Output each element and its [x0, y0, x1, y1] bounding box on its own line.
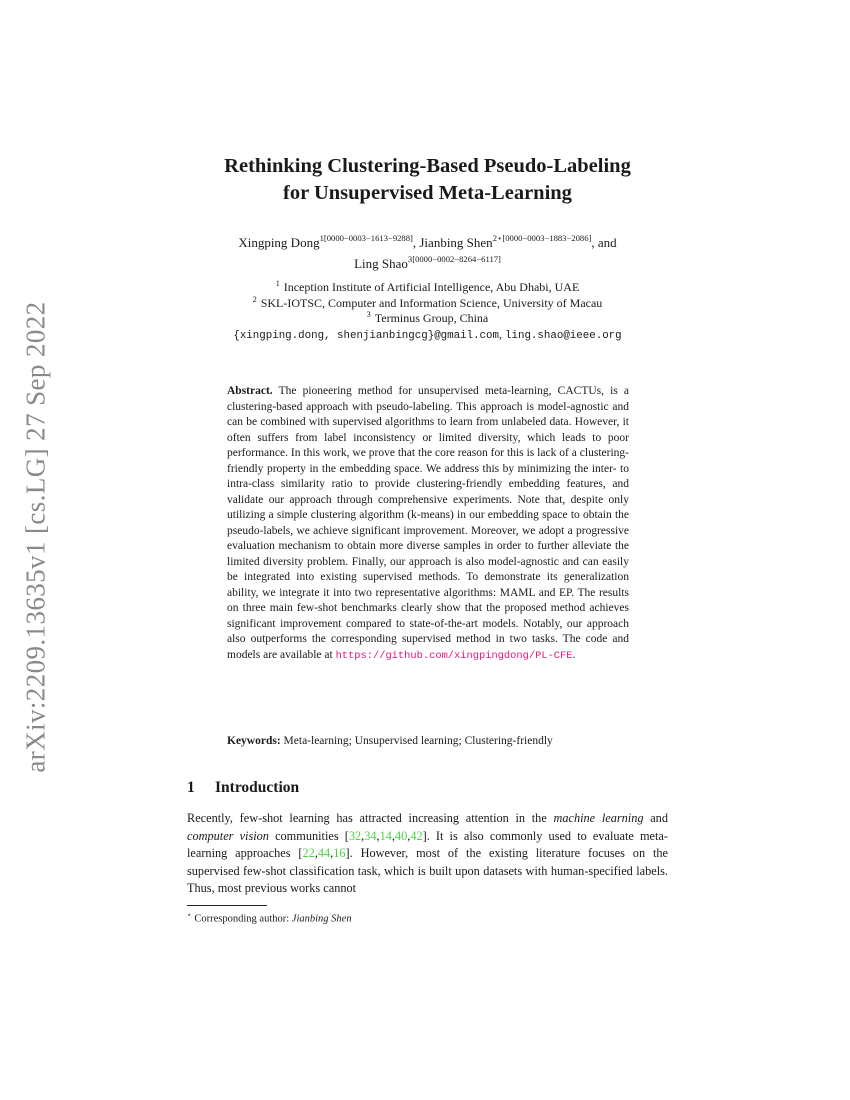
- author-separator: ,: [412, 235, 420, 250]
- footnote-mark: ⋆: [187, 911, 192, 919]
- citation-link[interactable]: 22: [302, 846, 315, 860]
- code-repository-link[interactable]: https://github.com/xingpingdong/PL-CFE: [335, 649, 573, 662]
- author-name: Jianbing Shen: [419, 235, 493, 250]
- author-name: Xingping Dong: [238, 235, 320, 250]
- title-line-1: Rethinking Clustering-Based Pseudo-Labeling: [224, 155, 631, 177]
- paper-title: [150, 153, 705, 207]
- affiliation-line: $^1$ Inception Institute of Artificial Intelligence, Abu Dhabi, UAE: [275, 279, 580, 294]
- abstract: Abstract. The pioneering method for unsupervised meta-learning, CACTUs, is a clustering-based approach with pseudo-labeling. This approach is model-agnostic and can be combined with supervised algorithms to learn from unlabeled data. However, it often suffers from label inconsistency or limited diversity, which leads to poor performance. In this work, we prove that the core reason for this is lack of a clustering-friendly property in the embedding space. We address this by minimizing the inter- to intra-class similarity ratio to provide clustering-friendly embedding features, and validate our approach through comprehensive experiments. Note that, despite only utilizing a simple clustering algorithm (k-means) in our embedding space to obtain the pseudo-labels, we achieve significant improvement. Moreover, we adopt a progressive evaluation mechanism to obtain more diverse samples in order to further alleviate the limited diversity problem. Finally, our approach is also model-agnostic and can easily be integrated into existing supervised methods. To demonstrate its generalization ability, we integrate it into two representative algorithms: MAML and EP. The results on three main few-shot benchmarks clearly show that the proposed method achieves significant improvement compared to state-of-the-art models. Notably, our approach also outperforms the corresponding supervised method in two tasks. The code and models are available at https://github.com/xingpingdong/PL-CFE.: [227, 385, 630, 662]
- section-number: 1: [187, 779, 195, 796]
- section-title: Introduction: [215, 779, 300, 796]
- author-list: [150, 232, 705, 274]
- citation-link[interactable]: 40: [394, 828, 408, 843]
- email-group[interactable]: {xingping.dong, shenjianbingcg}@gmail.com: [233, 329, 499, 342]
- arxiv-identifier-text: arXiv:2209.13635v1 [cs.LG] 27 Sep 2022: [20, 301, 51, 773]
- footnote: [187, 908, 352, 927]
- affiliation-block: [150, 280, 705, 344]
- title-line-2: for Unsupervised Meta-Learning: [283, 182, 572, 204]
- citation-link[interactable]: 32: [348, 828, 362, 843]
- author-separator: , and: [591, 235, 617, 250]
- abstract-label: Abstract.: [227, 385, 273, 397]
- abstract-text: The pioneering method for unsupervised meta-learning, CACTUs, is a clustering-based approach with pseudo-labeling. This approach is model-agnostic and can be combined with supervised algorithms to learn from unlabeled data. However, it often suffers from label inconsistency or limited diversity, which leads to poor performance. In this work, we prove that the core reason for this is lack of a clustering-friendly property in the embedding space. We address this by minimizing the inter- to intra-class similarity ratio to provide clustering-friendly embedding features, and validate our approach through comprehensive experiments. Note that, despite only utilizing a simple clustering algorithm (k-means) in our embedding space to obtain the pseudo-labels, we achieve significant improvement. Moreover, we adopt a progressive evaluation mechanism to obtain more diverse samples in order to further alleviate the limited diversity problem. Finally, our approach is also model-agnostic and can easily be integrated into existing supervised methods. To demonstrate its generalization ability, we integrate it into two representative algorithms: MAML and EP. The results on three main few-shot benchmarks clearly show that the proposed method achieves significant improvement compared to state-of-the-art models. Notably, our approach also outperforms the corresponding supervised method in two tasks. The code and models are available at: [227, 385, 630, 661]
- footnote-divider: [187, 905, 267, 906]
- citation-link[interactable]: 44: [317, 846, 331, 860]
- affiliation-line: $^2$ SKL-IOTSC, Computer and Information Science, University of Macau: [252, 294, 603, 310]
- affiliation-line: $^3$ Terminus Group, China: [366, 310, 489, 325]
- author-affiliation-orcid: 3[0000−0002−8264−6117]: [407, 253, 501, 264]
- citation-link[interactable]: 34: [364, 828, 377, 843]
- section-heading-introduction: [187, 779, 299, 797]
- citation-link[interactable]: 14: [379, 828, 392, 843]
- footnote-author-name: Jianbing Shen: [291, 913, 352, 925]
- email-address[interactable]: ling.shao@ieee.org: [505, 329, 622, 342]
- author-emails: {xingping.dong, shenjianbingcg}@gmail.com, ling.shao@ieee.org: [233, 326, 622, 342]
- citation-link[interactable]: 16: [333, 846, 346, 860]
- author-affiliation-orcid: 2⋆[0000−0003−1883−2086]: [492, 232, 592, 243]
- emphasis-machine-learning: machine learning: [553, 811, 644, 825]
- emphasis-computer-vision: computer vision: [187, 828, 269, 843]
- citation-link[interactable]: 42: [410, 828, 423, 843]
- keywords-label: Keywords:: [227, 735, 281, 747]
- keywords-text: Meta-learning; Unsupervised learning; Clustering-friendly: [283, 735, 553, 747]
- footnote-label: Corresponding author:: [194, 913, 292, 925]
- introduction-paragraph: Recently, few-shot learning has attracted increasing attention in the machine learning and computer vision communities [32,34,14,40,42]. It is also commonly used to evaluate meta-learning approaches [22,44,16]. However, most of the existing literature focuses on the supervised few-shot classification task, which is built upon datasets with human-specified labels. Thus, most previous works cannot: [187, 811, 668, 895]
- author-name: Ling Shao: [354, 256, 408, 271]
- author-affiliation-orcid: 1[0000−0003−1613−9288]: [319, 232, 413, 243]
- keywords: [227, 734, 629, 750]
